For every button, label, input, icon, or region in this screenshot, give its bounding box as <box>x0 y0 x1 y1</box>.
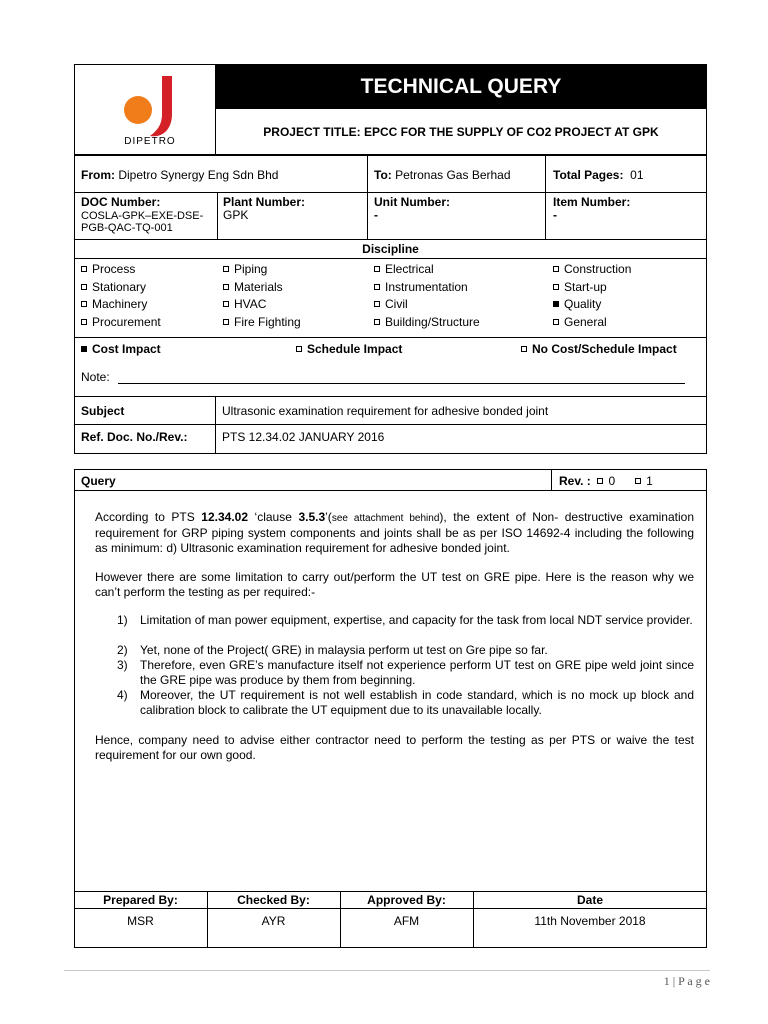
unchecked-box-icon <box>81 284 87 290</box>
discipline-option[interactable] <box>223 315 301 329</box>
doc-number-label: DOC Number: <box>81 195 161 209</box>
discipline-option-label: Building/Structure <box>385 314 480 329</box>
unit-number-label: Unit Number: <box>374 195 450 209</box>
ref-doc-label: Ref. Doc. No./Rev.: <box>81 430 188 444</box>
unchecked-box-icon <box>223 266 229 272</box>
discipline-option-label: HVAC <box>234 297 267 311</box>
discipline-option[interactable] <box>223 297 266 311</box>
discipline-option-label: Construction <box>564 262 632 276</box>
list-item: Yet, none of the Project( GRE) in malaysia perform ut test on Gre pipe so far. <box>140 643 548 657</box>
list-item-number: 3) <box>117 658 128 672</box>
list-item: Limitation of man power equipment, expertise, and capacity for the task from local NDT service provider. <box>140 613 693 627</box>
discipline-option[interactable] <box>553 262 631 276</box>
total-pages-field: Total Pages: 01 <box>553 168 644 182</box>
unchecked-box-icon <box>374 319 380 325</box>
query-paragraph-2: However there are some limitation to carry out/perform the UT test on GRE pipe. Here is the reason why we can’t perform the testing as per required:- <box>95 570 694 599</box>
discipline-option[interactable] <box>374 280 468 294</box>
unchecked-box-icon <box>597 478 603 484</box>
discipline-option[interactable] <box>81 280 146 294</box>
unchecked-box-icon <box>521 346 527 352</box>
subject-label: Subject <box>81 404 125 418</box>
discipline-option-label: Electrical <box>385 262 434 276</box>
no-impact-checkbox[interactable]: No Cost/Schedule Impact <box>521 342 677 356</box>
query-label: Query <box>81 474 116 488</box>
list-item-number: 1) <box>117 613 128 627</box>
doc-number-value-2: PGB-QAC-TQ-001 <box>81 222 173 234</box>
prepared-by-label: Prepared By: <box>103 893 178 907</box>
checked-by-label: Checked By: <box>237 893 310 907</box>
discipline-option-label: Stationary <box>92 279 147 294</box>
schedule-impact-checkbox[interactable]: Schedule Impact <box>296 342 402 356</box>
cost-impact-checkbox[interactable]: Cost Impact <box>81 342 161 356</box>
discipline-option-label: Civil <box>385 297 408 311</box>
unchecked-box-icon <box>223 319 229 325</box>
approved-by-label: Approved By: <box>367 893 446 907</box>
discipline-option-label: Fire Fighting <box>234 314 301 329</box>
discipline-option[interactable] <box>223 280 283 294</box>
discipline-option-label: General <box>564 314 607 329</box>
query-paragraph-3: Hence, company need to advise either contractor need to perform the testing as per PTS or waive the test requirement for our own good. <box>95 733 694 762</box>
discipline-option[interactable] <box>81 315 161 329</box>
discipline-option[interactable] <box>374 297 408 311</box>
unchecked-box-icon <box>374 266 380 272</box>
project-title: PROJECT TITLE: EPCC FOR THE SUPPLY OF CO2 PROJECT AT GPK <box>263 125 659 139</box>
discipline-option[interactable] <box>553 280 607 294</box>
date-value: 11th November 2018 <box>534 914 646 928</box>
list-item: Therefore, even GRE’s manufacture itself not experience perform UT test on GRE pipe weld joint since the GRE pipe was produce by them from beginning. <box>140 658 694 687</box>
revision-field: Rev. : 0 1 <box>559 474 653 488</box>
discipline-option-label: Start-up <box>564 279 607 294</box>
page-number: 1 | P a g e <box>663 974 710 988</box>
discipline-option-label: Procurement <box>92 314 161 329</box>
unchecked-box-icon <box>553 266 559 272</box>
item-number-label: Item Number: <box>553 195 631 209</box>
discipline-option[interactable] <box>553 315 607 329</box>
checked-by-value: AYR <box>261 914 286 928</box>
discipline-title: Discipline <box>362 242 419 256</box>
footer-divider <box>64 970 710 971</box>
unchecked-box-icon <box>81 319 87 325</box>
ref-doc-value: PTS 12.34.02 JANUARY 2016 <box>222 430 385 444</box>
subject-value: Ultrasonic examination requirement for adhesive bonded joint <box>222 404 549 418</box>
date-label: Date <box>576 893 603 907</box>
item-number-value: - <box>553 208 557 222</box>
discipline-option-label: Quality <box>564 297 602 311</box>
discipline-option[interactable] <box>81 262 135 276</box>
unchecked-box-icon <box>81 301 87 307</box>
unchecked-box-icon <box>223 284 229 290</box>
checked-box-icon <box>553 301 559 307</box>
unchecked-box-icon <box>553 284 559 290</box>
doc-number-value-1: COSLA-GPK–EXE-DSE- <box>81 210 204 222</box>
to-field: To: Petronas Gas Berhad <box>374 168 511 182</box>
plant-number-value: GPK <box>223 208 249 222</box>
unchecked-box-icon <box>374 284 380 290</box>
checked-box-icon <box>81 346 87 352</box>
note-label: Note: <box>81 370 110 384</box>
discipline-option-label: Process <box>92 262 136 276</box>
discipline-option-label: Instrumentation <box>385 279 468 294</box>
discipline-option[interactable] <box>374 262 434 276</box>
discipline-option[interactable] <box>223 262 267 276</box>
discipline-option[interactable] <box>374 315 480 329</box>
unchecked-box-icon <box>223 301 229 307</box>
unchecked-box-icon <box>296 346 302 352</box>
logo-text: DIPETRO <box>124 136 176 147</box>
prepared-by-value: MSR <box>127 914 154 928</box>
plant-number-label: Plant Number: <box>223 195 306 209</box>
list-item: Moreover, the UT requirement is not well establish in code standard, which is no mock up block and calibration block to calibrate the UT equipment due to its unavailable locally. <box>140 688 694 717</box>
page-title: TECHNICAL QUERY <box>360 75 562 98</box>
note-line <box>118 383 685 384</box>
unchecked-box-icon <box>374 301 380 307</box>
approved-by-value: AFM <box>393 914 420 928</box>
dipetro-logo <box>110 70 190 150</box>
unchecked-box-icon <box>553 319 559 325</box>
discipline-option[interactable] <box>81 297 147 311</box>
discipline-option-label: Machinery <box>92 297 148 311</box>
unchecked-box-icon <box>635 478 641 484</box>
unchecked-box-icon <box>81 266 87 272</box>
discipline-option-label: Materials <box>234 279 283 294</box>
list-item-number: 2) <box>117 643 128 657</box>
unit-number-value: - <box>374 208 378 222</box>
query-paragraph-1: According to PTS 12.34.02 ‘clause 3.5.3’(see attachment behind), the extent of Non- destructive examination requirement for GRP piping system components and joints shall be as per ISO 14692-4 including the following as minimum: d) Ultrasonic examination requirement for adhesive bonded joint. <box>95 510 695 555</box>
from-field: From: Dipetro Synergy Eng Sdn Bhd <box>81 168 279 182</box>
discipline-option-label: Piping <box>234 262 268 276</box>
list-item-number: 4) <box>117 688 128 702</box>
discipline-option[interactable] <box>553 297 601 311</box>
